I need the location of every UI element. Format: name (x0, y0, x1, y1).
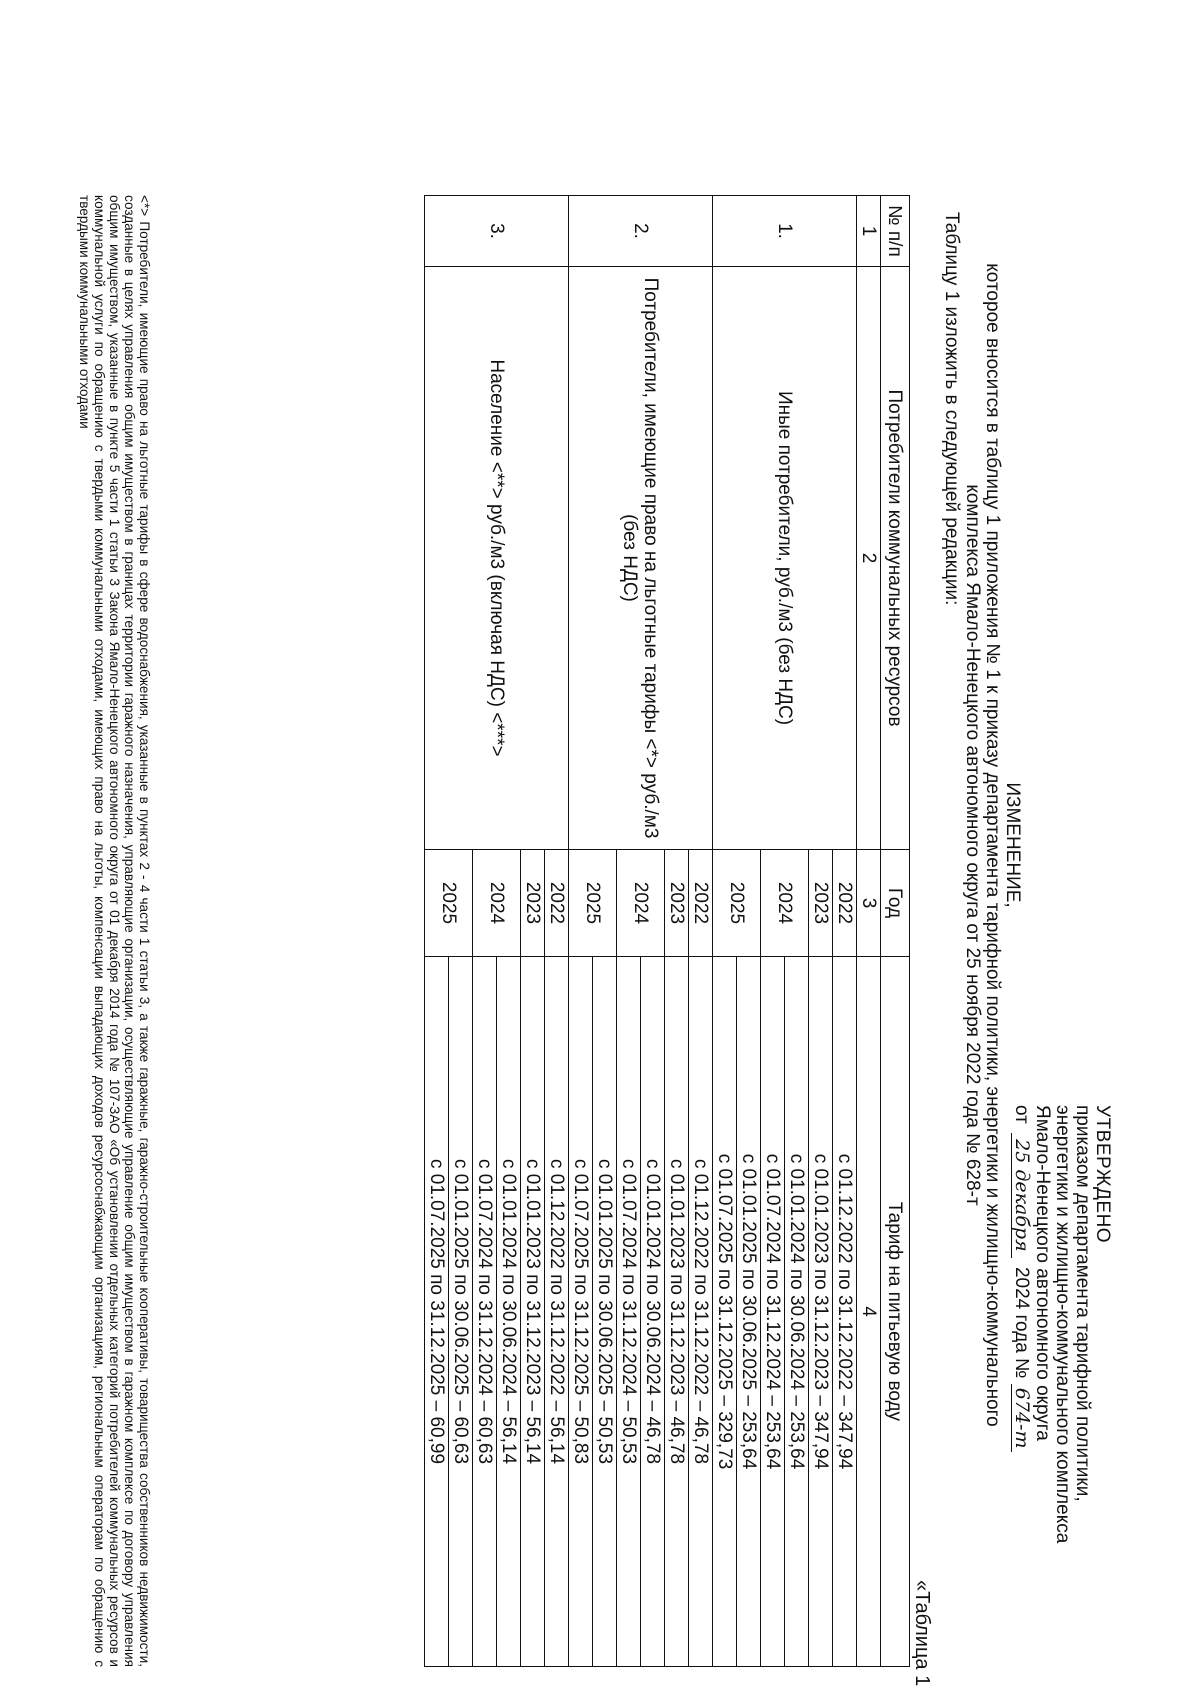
tariff-cell: с 01.01.2025 по 30.06.2025 – 50,53 (593, 957, 617, 1667)
column-number: 4 (857, 957, 881, 1667)
tariff-cell: с 01.07.2025 по 31.12.2025 – 329,73 (713, 957, 737, 1667)
approval-line: приказом департамента тарифной политики, (1072, 1105, 1093, 1502)
tariff-cell: с 01.12.2022 по 31.12.2022 – 46,78 (689, 957, 713, 1667)
year-cell: 2023 (665, 850, 689, 957)
column-number: 3 (857, 850, 881, 957)
tariff-cell: с 01.01.2024 по 30.06.2024 – 56,14 (497, 957, 521, 1667)
consumer-category: Иные потребители, руб./м3 (без НДС) (713, 267, 857, 850)
year-cell: 2025 (713, 850, 761, 957)
table-reference: «Таблица 1 (911, 1580, 933, 1687)
tariff-cell: с 01.07.2024 по 31.12.2024 – 50,53 (617, 957, 641, 1667)
date-day: 25 (1011, 1139, 1033, 1164)
header-number: № п/п (881, 196, 910, 267)
year-cell: 2022 (545, 850, 569, 957)
tariff-cell: с 01.01.2025 по 30.06.2025 – 60,63 (449, 957, 473, 1667)
tariff-cell: с 01.01.2023 по 31.12.2023 – 347,94 (809, 957, 833, 1667)
table-header-row (881, 196, 910, 1667)
date-month: декабря (1011, 1169, 1033, 1252)
approval-line: энергетики и жилищно-коммунального комплекса (1052, 1105, 1073, 1544)
year-cell: 2025 (569, 850, 617, 957)
tariff-cell: с 01.01.2024 по 30.06.2024 – 46,78 (641, 957, 665, 1667)
heading-line-2: комплекса Ямало-Ненецкого автономного округа от 25 ноября 2022 года № 628-т (962, 484, 983, 1206)
date-year: 2024 года № (1011, 1266, 1032, 1379)
approval-title: УТВЕРЖДЕНО (1092, 1105, 1113, 1244)
row-number: 1. (713, 196, 857, 267)
tariff-cell: с 01.07.2025 по 31.12.2025 – 50,83 (569, 957, 593, 1667)
year-cell: 2023 (809, 850, 833, 957)
date-prefix: от (1011, 1105, 1032, 1124)
consumer-category: Потребители, имеющие право на льготные тарифы <*> руб./м3 (без НДС) (569, 267, 713, 850)
approval-block (1011, 1105, 1112, 1625)
header-consumers: Потребители коммунальных ресурсов (881, 267, 910, 850)
column-number: 1 (857, 196, 881, 267)
footnote: <*> Потребители, имеющие право на льготные тарифы в сфере водоснабжения, указанные в пунктах 2 - 4 части 1 статьи 3, а также гаражные, гаражно-строительные кооперативы, товарищества собственников недвижимости, созданные в целях управления общим имуществом в границах территории гаражного назначения, управляющие организации, осуществляющие управление общим имуществом в гаражном комплексе по договору управления общим имуществом, указанные в пункте 5 части 1 статьи 3 Закона Ямало-Ненецкого автономного округа от 01 декабря 2014 года № 107-ЗАО «Об установлении отдельных категорий потребителей коммунальных ресурсов и коммунальной услуги по обращению с твердыми коммунальными отходами, имеющих право на льготы, компенсации выпадающих доходов ресурсоснабжающим организациям, региональным операторам по обращению с твердыми коммунальными отходами (77, 195, 152, 1667)
approval-line: Ямало-Ненецкого автономного округа (1032, 1105, 1053, 1441)
tariff-cell: с 01.07.2024 по 31.12.2024 – 253,64 (761, 957, 785, 1667)
year-cell: 2024 (617, 850, 665, 957)
handwritten-order-number: 674-т (1011, 1384, 1032, 1453)
year-cell: 2024 (761, 850, 809, 957)
heading-line-1: которое вносится в таблицу 1 приложения № 1 к приказу департамента тарифной политики, энергетики и жилищно-коммунального (982, 263, 1003, 1427)
table-row (833, 196, 857, 1667)
header-year: Год (881, 850, 910, 957)
row-number: 2. (569, 196, 713, 267)
table-row (689, 196, 713, 1667)
tariff-cell: с 01.01.2023 по 31.12.2023 – 46,78 (665, 957, 689, 1667)
column-number-row (857, 196, 881, 1667)
tariff-cell: с 01.12.2022 по 31.12.2022 – 347,94 (833, 957, 857, 1667)
row-number: 3. (425, 196, 569, 267)
tariff-cell: с 01.01.2025 по 30.06.2025 – 253,64 (737, 957, 761, 1667)
tariff-cell: с 01.07.2025 по 31.12.2025 – 60,99 (425, 957, 449, 1667)
year-cell: 2022 (689, 850, 713, 957)
tariff-cell: с 01.07.2024 по 31.12.2024 – 60,63 (473, 957, 497, 1667)
header-tariff: Тариф на питьевую воду (881, 957, 910, 1667)
intro-text: Таблицу 1 изложить в следующей редакции: (941, 212, 962, 606)
tariff-cell: с 01.12.2022 по 31.12.2022 – 56,14 (545, 957, 569, 1667)
year-cell: 2025 (425, 850, 473, 957)
tariff-table (424, 195, 910, 1667)
year-cell: 2022 (833, 850, 857, 957)
document-heading (962, 220, 1022, 1470)
column-number: 2 (857, 267, 881, 850)
tariff-cell: с 01.01.2023 по 31.12.2023 – 56,14 (521, 957, 545, 1667)
table-row (545, 196, 569, 1667)
year-cell: 2024 (473, 850, 521, 957)
consumer-category: Население <**> руб./м3 (включая НДС) <***> (425, 267, 569, 850)
heading-title: ИЗМЕНЕНИЕ, (1002, 782, 1023, 908)
tariff-cell: с 01.01.2024 по 30.06.2024 – 253,64 (785, 957, 809, 1667)
year-cell: 2023 (521, 850, 545, 957)
